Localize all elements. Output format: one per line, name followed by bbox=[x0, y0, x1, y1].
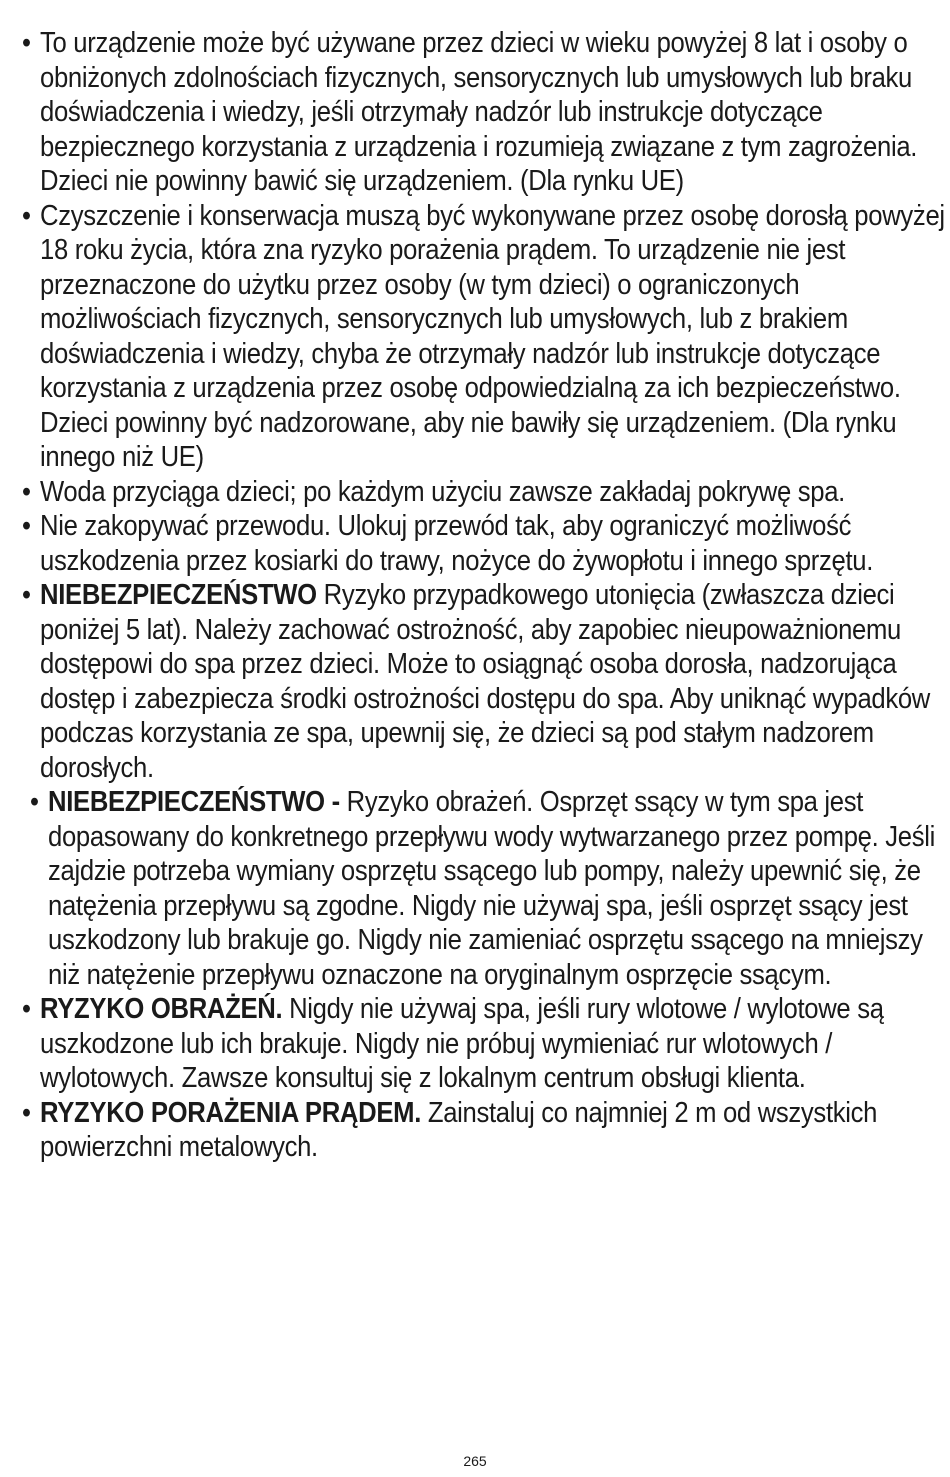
item-heading: RYZYKO PORAŻENIA PRĄDEM. bbox=[40, 1096, 422, 1129]
bullet: • bbox=[22, 1096, 31, 1129]
item-heading: RYZYKO OBRAŻEŃ. bbox=[40, 993, 283, 1025]
item-text: Ryzyko przypadkowego utonięcia (zwłaszcza dzieci poniżej 5 lat). Należy zachować ostrożność, aby zapobiec nieupoważnionemu dostępowi do spa przez dzieci. Może to osiągnąć osoba dorosła, nadzorująca dostęp i zabezpiecza środki ostrożności dostępu do spa. Aby uniknąć wypadków podczas korzystania ze spa, upewnij się, że dzieci są pod stałym nadzorem dorosłych. bbox=[40, 579, 931, 784]
bullet: • bbox=[22, 993, 31, 1025]
item-text: Nigdy nie używaj spa, jeśli rury wlotowe / wylotowe są uszkodzone lub ich brakuje. Nigdy nie próbuj wymieniać rur wlotowych / wylotowych. Zawsze konsultuj się z lokalnym centrum obsługi klienta. bbox=[40, 993, 884, 1094]
bullet: • bbox=[22, 579, 31, 611]
item-text: Czyszczenie i konserwacja muszą być wykonywane przez osobę dorosłą powyżej 18 roku życia, która zna ryzyko porażenia prądem. To urządzenie nie jest przeznaczone do użytku przez osoby (w tym dzieci) o ograniczonych możliwościach fizycznych, sensorycznych lub umysłowych, lub z brakiem doświadczenia i wiedzy, chyba że otrzymały nadzór lub instrukcje dotyczące korzystania z urządzenia przez osobę odpowiedzialną za ich bezpieczeństwo. Dzieci powinny być nadzorowane, aby nie bawiły się urządzeniem. (Dla rynku innego niż UE) bbox=[40, 199, 945, 473]
bullet: • bbox=[22, 475, 31, 508]
list-item bbox=[30, 785, 950, 992]
item-heading: NIEBEZPIECZEŃSTWO - bbox=[48, 786, 340, 818]
bullet: • bbox=[22, 199, 31, 232]
item-text: To urządzenie może być używane przez dzieci w wieku powyżej 8 lat i osoby o obniżonych zdolnościach fizycznych, sensorycznych lub umysłowych lub braku doświadczenia i wiedzy, jeśli otrzymały nadzór lub instrukcje dotyczące bezpiecznego korzystania z urządzenia i rozumieją związane z tym zagrożenia. Dzieci nie powinny bawić się urządzeniem. (Dla rynku UE) bbox=[40, 27, 918, 197]
item-text: Ryzyko obrażeń. Osprzęt ssący w tym spa jest dopasowany do konkretnego przepływu wody wytwarzanego przez pompę. Jeśli zajdzie potrzeba wymiany osprzętu ssącego lub pompy, należy upewnić się, że natężenia przepływu są zgodne. Nigdy nie używaj spa, jeśli osprzęt ssący jest uszkodzony lub brakuje go. Nigdy nie zamieniać osprzętu ssącego na mniejszy niż natężenie przepływu oznaczone na oryginalnym osprzęcie ssącym. bbox=[48, 786, 935, 991]
item-heading: NIEBEZPIECZEŃSTWO bbox=[40, 579, 317, 611]
list-item bbox=[22, 578, 949, 785]
bullet: • bbox=[22, 510, 31, 542]
bullet: • bbox=[22, 27, 31, 59]
list-item bbox=[22, 509, 949, 578]
list-item bbox=[22, 992, 949, 1096]
item-text: Zainstaluj co najmniej 2 m od wszystkich powierzchni metalowych. bbox=[40, 1096, 878, 1163]
bullet: • bbox=[30, 786, 39, 818]
list-item bbox=[22, 26, 949, 199]
safety-instructions-list bbox=[22, 26, 945, 1165]
item-text: Nie zakopywać przewodu. Ulokuj przewód tak, aby ograniczyć możliwość uszkodzenia przez kosiarki do trawy, nożyce do żywopłotu i innego sprzętu. bbox=[40, 510, 874, 577]
list-item bbox=[22, 1096, 949, 1165]
list-item bbox=[22, 475, 949, 510]
item-text: Woda przyciąga dzieci; po każdym użyciu zawsze zakładaj pokrywę spa. bbox=[40, 475, 845, 508]
page-number: 265 bbox=[463, 1453, 487, 1469]
list-item bbox=[22, 199, 949, 475]
